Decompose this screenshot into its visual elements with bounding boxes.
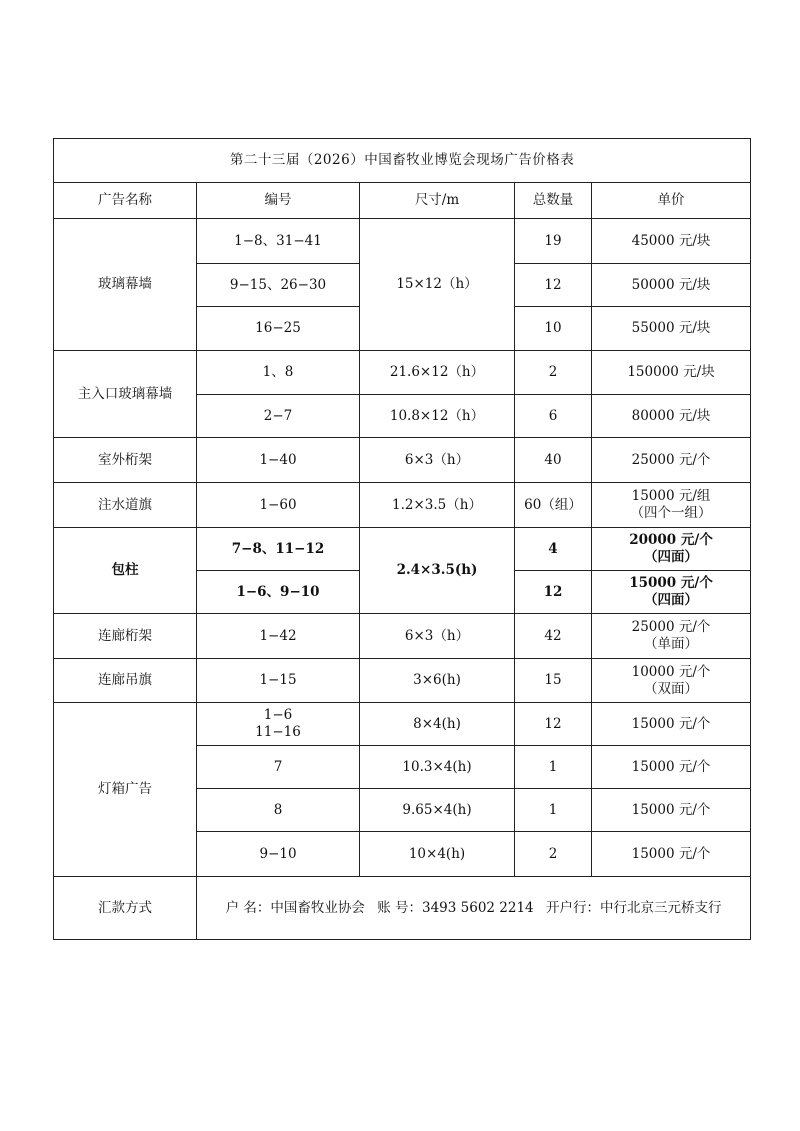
- price-main: 25000 元/个: [631, 619, 711, 636]
- ad-size: 21.6×12（h）: [360, 351, 515, 395]
- table-row: [54, 483, 751, 528]
- price-note: （四个一组）: [630, 505, 712, 521]
- ad-quantity: 4: [515, 528, 592, 571]
- ad-quantity: 12: [515, 264, 592, 307]
- ad-quantity: 6: [515, 395, 592, 438]
- ad-quantity: 10: [515, 307, 592, 351]
- table-row: [54, 351, 751, 395]
- ad-name-lightbox: 灯箱广告: [54, 703, 197, 877]
- ad-number: [197, 703, 360, 746]
- header-ad-name: 广告名称: [54, 183, 197, 219]
- price-main: 15000 元/个: [629, 575, 713, 592]
- payment-details: [197, 877, 751, 940]
- header-price: 单价: [592, 183, 751, 219]
- ad-name-pillar: 包柱: [54, 528, 197, 614]
- header-row: [54, 183, 751, 219]
- ad-number: 1−42: [197, 614, 360, 659]
- ad-price-table: [53, 138, 751, 940]
- ad-quantity: 15: [515, 659, 592, 703]
- header-quantity: 总数量: [515, 183, 592, 219]
- payment-label: 汇款方式: [54, 877, 197, 940]
- ad-size: 6×3（h）: [360, 438, 515, 483]
- ad-quantity: 12: [515, 571, 592, 614]
- table-row: [54, 703, 751, 746]
- ad-price: [592, 571, 751, 614]
- ad-price: 150000 元/块: [592, 351, 751, 395]
- header-size: 尺寸/m: [360, 183, 515, 219]
- price-main: 10000 元/个: [631, 663, 711, 680]
- ad-quantity: 2: [515, 351, 592, 395]
- ad-price: 25000 元/个: [592, 438, 751, 483]
- ad-size: 3×6(h): [360, 659, 515, 703]
- ad-number: 9−10: [197, 832, 360, 877]
- ad-price: [592, 483, 751, 528]
- ad-price: 80000 元/块: [592, 395, 751, 438]
- number-line: 1−6: [263, 707, 293, 724]
- number-line: 11−16: [255, 724, 301, 740]
- title-row: [54, 139, 751, 183]
- ad-number: 16−25: [197, 307, 360, 351]
- ad-quantity: 19: [515, 219, 592, 264]
- ad-price: 15000 元/个: [592, 746, 751, 789]
- ad-size: 10.3×4(h): [360, 746, 515, 789]
- ad-price: [592, 659, 751, 703]
- ad-size: 1.2×3.5（h）: [360, 483, 515, 528]
- ad-size: 9.65×4(h): [360, 789, 515, 832]
- ad-number: 8: [197, 789, 360, 832]
- ad-quantity: 40: [515, 438, 592, 483]
- ad-quantity: 60（组）: [515, 483, 592, 528]
- table-row: [54, 438, 751, 483]
- ad-name-corridor-truss: 连廊桁架: [54, 614, 197, 659]
- ad-size: 2.4×3.5(h): [360, 528, 515, 614]
- ad-number: 1−60: [197, 483, 360, 528]
- ad-quantity: 42: [515, 614, 592, 659]
- ad-number: 1、8: [197, 351, 360, 395]
- ad-name-water-flag: 注水道旗: [54, 483, 197, 528]
- table-title: 第二十三届（2026）中国畜牧业博览会现场广告价格表: [54, 139, 751, 183]
- table-row: [54, 219, 751, 264]
- table-row: [54, 614, 751, 659]
- ad-number: 7: [197, 746, 360, 789]
- ad-quantity: 12: [515, 703, 592, 746]
- ad-size: 8×4(h): [360, 703, 515, 746]
- ad-number: 9−15、26−30: [197, 264, 360, 307]
- ad-number: 1−6、9−10: [197, 571, 360, 614]
- ad-price: [592, 528, 751, 571]
- ad-size: 10×4(h): [360, 832, 515, 877]
- ad-number: 2−7: [197, 395, 360, 438]
- ad-number: 1−40: [197, 438, 360, 483]
- ad-price: 15000 元/个: [592, 789, 751, 832]
- price-note: （双面）: [644, 680, 699, 697]
- ad-price: 15000 元/个: [592, 703, 751, 746]
- ad-size: 15×12（h）: [360, 219, 515, 351]
- ad-name-corridor-banner: 连廊吊旗: [54, 659, 197, 703]
- ad-price: 45000 元/块: [592, 219, 751, 264]
- payment-row: [54, 877, 751, 940]
- ad-name-main-entrance: 主入口玻璃幕墙: [54, 351, 197, 438]
- account-name: 户 名：中国畜牧业协会: [225, 899, 365, 916]
- ad-number: 1−15: [197, 659, 360, 703]
- price-note: （四面）: [644, 592, 699, 608]
- ad-number: 7−8、11−12: [197, 528, 360, 571]
- ad-size: 10.8×12（h）: [360, 395, 515, 438]
- ad-price: 55000 元/块: [592, 307, 751, 351]
- price-note: （四面）: [644, 549, 699, 565]
- ad-name-glass-wall: 玻璃幕墙: [54, 219, 197, 351]
- account-number: 账 号：3493 5602 2214: [377, 899, 534, 916]
- price-note: （单面）: [644, 636, 699, 652]
- bank-branch: 开户行：中行北京三元桥支行: [545, 899, 722, 916]
- ad-quantity: 1: [515, 746, 592, 789]
- ad-price: 50000 元/块: [592, 264, 751, 307]
- ad-name-outdoor-truss: 室外桁架: [54, 438, 197, 483]
- ad-price: [592, 614, 751, 659]
- ad-quantity: 1: [515, 789, 592, 832]
- header-number: 编号: [197, 183, 360, 219]
- ad-size: 6×3（h）: [360, 614, 515, 659]
- price-main: 20000 元/个: [629, 532, 713, 549]
- price-main: 15000 元/组: [631, 488, 711, 505]
- ad-price: 15000 元/个: [592, 832, 751, 877]
- table-row: [54, 659, 751, 703]
- table-row: [54, 528, 751, 571]
- ad-number: 1−8、31−41: [197, 219, 360, 264]
- ad-quantity: 2: [515, 832, 592, 877]
